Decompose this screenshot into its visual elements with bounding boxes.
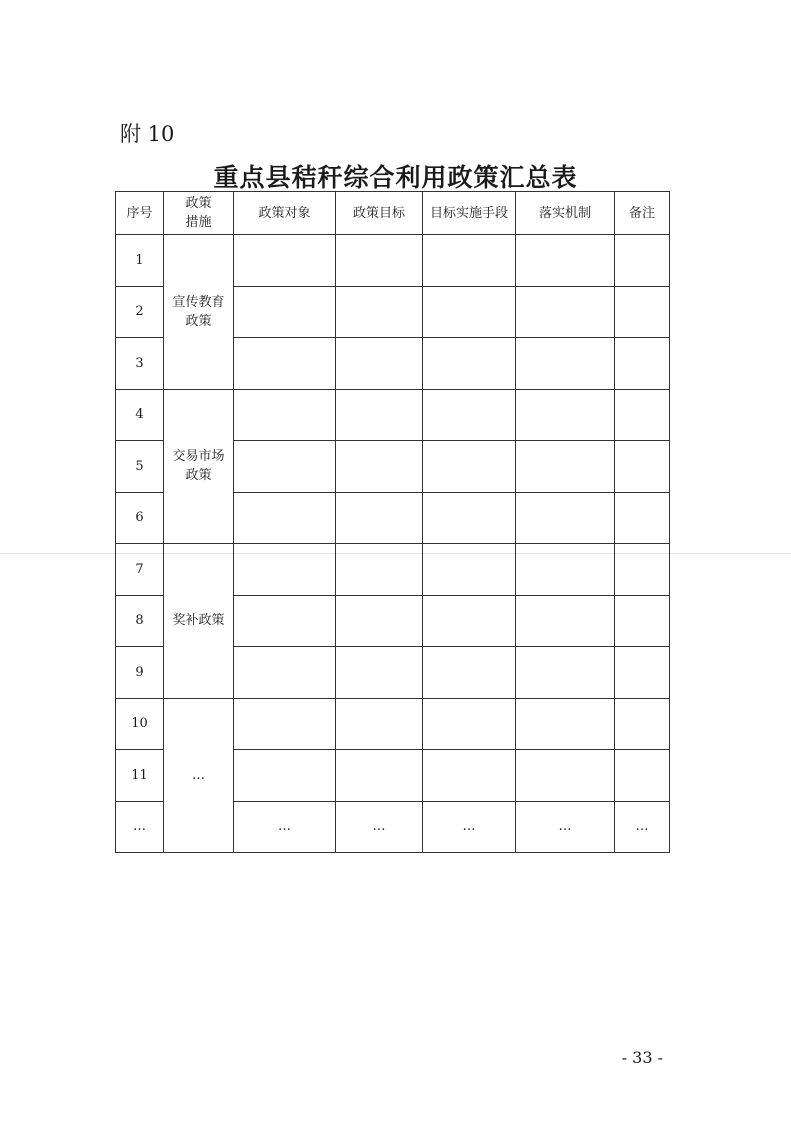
cell-target bbox=[234, 492, 336, 544]
cell-goal: … bbox=[336, 801, 423, 853]
cell-goal bbox=[336, 492, 423, 544]
cell-mechanism bbox=[516, 235, 615, 287]
cell-mechanism bbox=[516, 286, 615, 338]
page-title: 重点县秸秆综合利用政策汇总表 bbox=[213, 163, 578, 192]
cell-mechanism bbox=[516, 698, 615, 750]
cell-remarks bbox=[615, 338, 670, 390]
row-number: 1 bbox=[116, 235, 164, 287]
cell-target bbox=[234, 235, 336, 287]
cell-remarks bbox=[615, 750, 670, 802]
cell-mechanism bbox=[516, 750, 615, 802]
cell-remarks bbox=[615, 235, 670, 287]
cell-remarks bbox=[615, 544, 670, 596]
page-number: - 33 - bbox=[621, 1048, 663, 1067]
cell-mechanism bbox=[516, 647, 615, 699]
header-target: 政策对象 bbox=[234, 192, 336, 235]
cell-target bbox=[234, 389, 336, 441]
group-label-line1: 交易市场 bbox=[172, 449, 225, 465]
cell-target bbox=[234, 595, 336, 647]
row-number: 2 bbox=[116, 286, 164, 338]
cell-target bbox=[234, 647, 336, 699]
header-means: 目标实施手段 bbox=[423, 192, 516, 235]
cell-means bbox=[423, 698, 516, 750]
header-goal: 政策目标 bbox=[336, 192, 423, 235]
cell-target bbox=[234, 286, 336, 338]
group-label-line2: 政策 bbox=[185, 313, 212, 329]
cell-goal bbox=[336, 698, 423, 750]
header-mechanism: 落实机制 bbox=[516, 192, 615, 235]
row-number: … bbox=[116, 801, 164, 853]
row-number: 7 bbox=[116, 544, 164, 596]
cell-remarks bbox=[615, 698, 670, 750]
cell-goal bbox=[336, 544, 423, 596]
group-label-other bbox=[164, 698, 234, 853]
cell-target bbox=[234, 698, 336, 750]
cell-goal bbox=[336, 286, 423, 338]
table-row bbox=[116, 698, 670, 750]
cell-target bbox=[234, 441, 336, 493]
cell-mechanism bbox=[516, 441, 615, 493]
cell-mechanism bbox=[516, 544, 615, 596]
appendix-label: 附 10 bbox=[120, 122, 175, 146]
row-number: 8 bbox=[116, 595, 164, 647]
cell-remarks bbox=[615, 492, 670, 544]
cell-goal bbox=[336, 235, 423, 287]
cell-means bbox=[423, 544, 516, 596]
cell-target: … bbox=[234, 801, 336, 853]
cell-mechanism: … bbox=[516, 801, 615, 853]
row-number: 6 bbox=[116, 492, 164, 544]
row-number: 10 bbox=[116, 698, 164, 750]
table-row bbox=[116, 389, 670, 441]
cell-means bbox=[423, 235, 516, 287]
cell-means bbox=[423, 492, 516, 544]
group-label-publicity bbox=[164, 235, 234, 390]
header-measure bbox=[164, 192, 234, 235]
cell-goal bbox=[336, 441, 423, 493]
cell-remarks bbox=[615, 389, 670, 441]
header-row bbox=[116, 192, 670, 235]
cell-means bbox=[423, 595, 516, 647]
header-measure-line1: 政策 bbox=[185, 196, 212, 211]
group-label-line2: 政策 bbox=[185, 468, 212, 484]
cell-goal bbox=[336, 389, 423, 441]
cell-mechanism bbox=[516, 492, 615, 544]
cell-remarks: … bbox=[615, 801, 670, 853]
cell-mechanism bbox=[516, 595, 615, 647]
table-row bbox=[116, 235, 670, 287]
cell-remarks bbox=[615, 286, 670, 338]
cell-target bbox=[234, 544, 336, 596]
cell-goal bbox=[336, 750, 423, 802]
cell-remarks bbox=[615, 441, 670, 493]
cell-means bbox=[423, 750, 516, 802]
row-number: 3 bbox=[116, 338, 164, 390]
policy-summary-table bbox=[115, 191, 670, 853]
cell-goal bbox=[336, 647, 423, 699]
row-number: 4 bbox=[116, 389, 164, 441]
cell-means bbox=[423, 441, 516, 493]
cell-remarks bbox=[615, 647, 670, 699]
group-label-market bbox=[164, 389, 234, 544]
cell-means bbox=[423, 338, 516, 390]
row-number: 9 bbox=[116, 647, 164, 699]
cell-goal bbox=[336, 338, 423, 390]
cell-target bbox=[234, 338, 336, 390]
group-label-line1: 奖补政策 bbox=[172, 613, 225, 629]
group-label-line1: 宣传教育 bbox=[172, 294, 225, 310]
cell-mechanism bbox=[516, 338, 615, 390]
cell-means: … bbox=[423, 801, 516, 853]
header-remarks: 备注 bbox=[615, 192, 670, 235]
cell-remarks bbox=[615, 595, 670, 647]
row-number: 11 bbox=[116, 750, 164, 802]
header-measure-line2: 措施 bbox=[185, 215, 212, 230]
group-label-subsidy bbox=[164, 544, 234, 699]
table-row bbox=[116, 544, 670, 596]
cell-mechanism bbox=[516, 389, 615, 441]
row-number: 5 bbox=[116, 441, 164, 493]
group-label-line1: … bbox=[192, 767, 205, 783]
cell-goal bbox=[336, 595, 423, 647]
cell-means bbox=[423, 286, 516, 338]
header-index: 序号 bbox=[116, 192, 164, 235]
cell-means bbox=[423, 389, 516, 441]
cell-target bbox=[234, 750, 336, 802]
cell-means bbox=[423, 647, 516, 699]
